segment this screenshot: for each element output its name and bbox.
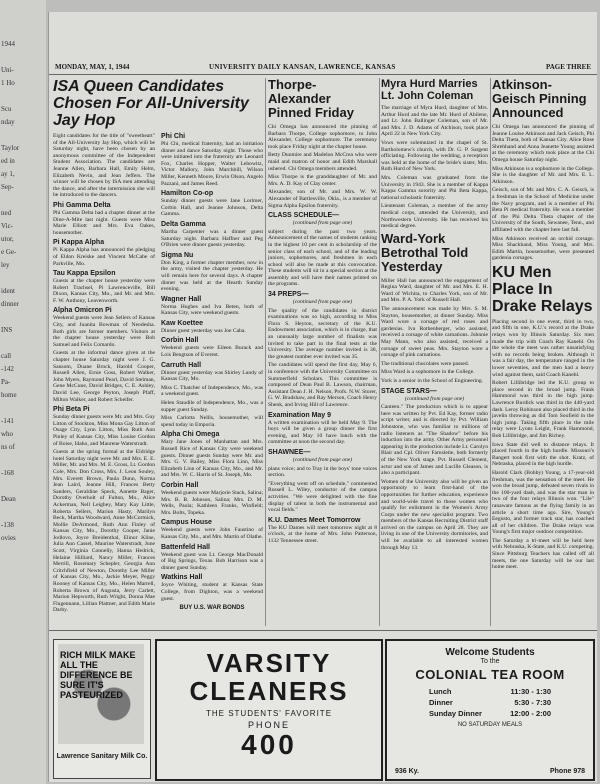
para-corbin-2: Weekend guests were Marjorie Stack, Salina; Mrs. B. B. Johnson, Salina; Mrs. D. M. Wells, Paola; Kathleen Franks, Winfield; Mrs. Bolts, Topeka.: [161, 489, 263, 516]
strip-fragment: dinner: [1, 300, 19, 308]
subhead-alpha-omicron: Alpha Omicron Pi: [53, 307, 112, 315]
para-nellis: Miss Carlotta Nellis, housemother, will spend today in Emporia.: [161, 415, 263, 428]
thorpe-p2: Betty Dunmire and Madelon McCrea who were maid and matron of honor and Edith Marshall ushered. Chi Omega members attended.: [268, 152, 377, 172]
para-tau-kappa: Guests at the chapter house yesterday were Robert Trachsel, Pi Lawrenceville, Bill Dixon, Kansas City, Mo., and Mr. and Mrs. F. W. Anthony, Leavenworth.: [53, 278, 155, 304]
para-informal-dance: Guests at the informal dance given at the chapter house Saturday night were J. G. Sansom, Duane Brock, Harold Cooper, Russell Allen, Ernie Goss, Robert Walker, John Myers, Raymond Pearl, David Stelman, Gene McCune, David Bridges, C. E. Ashley, David Lee, George Peyton, Joseph Pfaff, Milton Walker, and Robert Scheifer.: [53, 350, 155, 403]
subhead-kaw: Kaw Koettee: [161, 319, 204, 327]
tea-phone: Phone 978: [549, 768, 585, 775]
ward-p4: Miss Ward is a sophomore in the College.: [381, 369, 475, 376]
atkinson-p1: Chi Omega has announced the pinning of Jeanne Louise Atkinson and Jack Geisch, Phi Delta Theta, both of Kansas City. Alice Rose Shrehhand and Anna Jeanette Young assisted at the ceremony which took place at the Chi Omega house Saturday night.: [492, 124, 594, 163]
stage-p2: Women of the University also will be given an opportunity to learn first-hand of the opportunities for further education, experience and world-wide travel to those women who qualify for enlistment in the Women's Army Corps under the new specialist program. Two members of the Kansas Recruiting District staff arrived on the campus on April 28. They are living in one of the University dormitories, and will be available to all interested women through May 13.: [381, 478, 488, 551]
meal-name: Dinner: [429, 698, 453, 707]
subhead-sigma-nu: Sigma Nu: [161, 251, 194, 259]
atkinson-p3: Geisch, son of Mr. and Mrs. C. A. Geisch, is a freshman in the School of Medicine under the Navy program, and is a member of Phi Beta Pi medical fraternity. He was a member of the Phi Delta Theta chapter of the University of the South, Sewanee, Tenn., and affiliated with the chapter here last fall.: [492, 187, 594, 233]
meal-name: Lunch: [429, 687, 452, 696]
varsity-tagline: THE STUDENTS' FAVORITE: [205, 709, 333, 718]
preps-p2: The candidates will spend the first day, May 6, in conference with the University Committee on Summerfield Scholars. This committee is composed of Dean Paul B. Lawson, chairman, Assistant Dean J. H. Nelson, Profs. N.W. Storer, G. W. Bradshaw, and Ray Merson, Coach Henry Shenk, and Irving Hill of Lawrence.: [268, 362, 377, 408]
strip-fragment: Uni-: [1, 66, 14, 74]
strip-fragment: Pa-: [1, 378, 11, 386]
meal-row-sunday: [387, 708, 593, 719]
meal-row-dinner: [387, 697, 593, 708]
masthead: [49, 12, 597, 75]
strip-fragment: 1944: [1, 40, 15, 48]
para-alpha-omicron: Weekend guests were Jean Sellers of Kansas City, and Juanita Bowman of Neodesha. Both girls are former members. Visitors at the chapter house yesterday were Bob Samuel and Felix Comardo.: [53, 315, 155, 348]
strip-fragment: call: [1, 352, 12, 360]
subhead-alpha-chi: Alpha Chi Omega: [161, 431, 220, 439]
headline-ward-york: Ward-York Betrothal Told Yesterday: [381, 230, 469, 274]
drake-p3: Iowa State did well to distance relays. It placed fourth in the high hurdle. Missouri's Bangert took first with the shot. Kratz, of Nebraska, placed in the high hurdle.: [492, 441, 594, 468]
strip-fragment: Scu: [1, 105, 12, 113]
shawnee-p1: plans voice; and to Tray in the boys' tone voices section.: [268, 465, 377, 479]
milk-slogan: RICH MILK MAKE ALL THE DIFFERENCE BE SURE IT'S PASTEURIZED: [60, 650, 136, 700]
ad-varsity-cleaners: [155, 639, 383, 781]
ku-dames-body: The KU Dames will meet tomorrow night at 8 o'clock, at the home of Mrs. John Patterson, 1132 Tennessee street.: [268, 524, 377, 544]
varsity-line2: CLEANERS: [189, 676, 349, 706]
para-kaw: Dinner guest yesterday was Joe Caba.: [161, 327, 246, 334]
para-sigma-nu: Don King, a former chapter member, now in the army, visited the chapter yesterday. He will remain here for several days. A chapter dinner was held at the Hearth Sunday evening.: [161, 259, 263, 293]
strip-fragment: -142: [1, 365, 14, 373]
shawnee-head: SHAWNEE—: [268, 448, 311, 456]
thorpe-p4: Alexander, son of Mr. and Mrs. W. W. Alexander of Bartlesville, Okla., is a member of Sigma Alpha Epsilon fraternity.: [268, 189, 377, 209]
ad-lawrence-milk: [53, 639, 151, 779]
column-rule: [379, 78, 380, 626]
strip-fragment: Dean: [1, 495, 16, 503]
subhead-phi-chi: Phi Chi: [161, 133, 186, 140]
meal-time: 11:30 - 1:30: [510, 687, 551, 696]
para-campus-house: Weekend guests were John Faustino of Kansas City, Mo., and Mrs. Martin of Olathe.: [161, 527, 263, 540]
exam-subhead: Examination May 9: [268, 411, 332, 419]
drake-p2: Robert Lillibridge led the K.U. group to place second in the broad jump. Frank Hammond was third in the high jump. Lawrence Burdick was third in the 440-yard dash. Leroy Robinson also placed third in the javelin throwing as did Tom Soofield in the high jump. Taking fifth place in the mile relay were Lyons Leight, Frank Hammond, Bob Lillibridge, and Jim Richey.: [492, 380, 594, 439]
column-isa-queen: [53, 78, 263, 626]
para-alpha-chi: Mary Jane Jones of Manhattan and Mrs. Russell Rice of Kansas City were weekend guests. Dinner guests Sunday were Mr. and Mrs. G. V. Bailey, Miss Flora Linn, Miss Elizabeth Linn of Kansas City, Mo., and Mr. and Mrs. W. C. Harris of St. Joseph, Mo.: [161, 439, 263, 479]
continued-note-1: (continued from page one): [292, 220, 353, 227]
para-corbin: Weekend guests were Eileen Burack and Lois Bengtson of Everest.: [161, 345, 263, 359]
para-pi-kappa: Pi Kappa Alpha has announced the pledging of Eldon Kreiske and Vincent McCabe of Parkville, Mo.: [53, 247, 155, 267]
para-delta-gamma: Martha Carpenter was a dinner guest Saturday night. Barbara Haffner and Peg O'Brien were dinner guests yesterday.: [161, 228, 263, 249]
strip-fragment: Vic-: [1, 222, 14, 230]
strip-fragment: nday: [1, 118, 15, 126]
atkinson-p4: Miss Atkinson received an orchid corsage. Miss Shackhand, Miss Young, and Mrs. Edith Martin, housemother, were presented gardenia corsages.: [492, 235, 594, 262]
para-wagner: Norma Hughes and Iva Beten, both of Kansas City, were weekend guests.: [161, 303, 263, 317]
isa-intro: Eight candidates for the title of "sweetheart" of the All-University Jay Hop, which will be Saturday night, have been chosen by an anonymous committee of the Independent Student Association. The candidates are Jeanne Allen, Barbara Hall, Emily Helm, Elizabeth Nevin, and Jean Jeffers. The winner will be chosen by ISA men attending the dance, and after the intermission she will be introduced to the dancers.: [53, 133, 155, 199]
strip-fragment: ley: [1, 261, 10, 269]
war-bonds-note: BUY U.S. WAR BONDS: [179, 605, 245, 612]
para-thatcher: Miss C. Thatcher of Independence, Mo., was a weekend guest.: [161, 384, 263, 398]
hurd-p1: The marriage of Myra Hurd, daughter of Mrs. Arthur Hurd and the late Mr. Hurd of Abilene, and Lt. John Ballinger Coleman, son of Mr. and Mrs. J. D. Adams of Atchison, took place April 22 in New York City.: [381, 105, 488, 138]
meal-time: 12:00 - 2:00: [510, 709, 551, 718]
strip-fragment: utor,: [1, 235, 14, 243]
subhead-tau-kappa: Tau Kappa Epsilon: [53, 270, 116, 278]
column-thorpe: [268, 78, 377, 626]
ad-colonial-tea-room: [385, 639, 595, 781]
subhead-wagner: Wagner Hall: [161, 295, 202, 303]
milk-company-name: Lawrence Sanitary Milk Co.: [56, 753, 148, 760]
ward-p2: The announcement was made by Mrs. S. M. Stayton, housemother, at dinner Sunday. Miss Ward wore a corsage of red roses and gardenias. Iva Rothenberger, who assisted, received a corsage of white carnations. Johnnie May Mann, who also assisted, received a corsage of sweet peas. Mrs. Stayton wore a corsage of pink carnations.: [381, 306, 488, 359]
strip-fragment: ident: [1, 287, 15, 295]
column-atkinson: [492, 78, 594, 626]
thorpe-p1: Chi Omega has announced the pinning of Barbara Thorpe, College sophomore, to John Alexander, College sophomore. The ceremony took place Friday night at the chapter house.: [268, 124, 377, 150]
strip-fragment: 1 Ho: [1, 79, 15, 87]
strip-fragment: ed in: [1, 157, 15, 165]
ward-p1: Miller Hall has announced the engagement of Regina Ward, daughter of Mr. and Mrs. E. H. Ward of Wichita, to Charles York, son of Mr. and Mrs. P. A. York of Russell Hall.: [381, 277, 488, 304]
varsity-line1: VARSITY: [206, 648, 332, 678]
paper-name: UNIVERSITY DAILY KANSAN, LAWRENCE, KANSAS: [209, 63, 396, 71]
column-rule: [490, 78, 491, 626]
stage-p1: Canteen." The production which is to appear here was written by Pvt. Ed Kay, former radio script writer, and is directed by Pvt. William Johnstone, who was familiar to millions of radio listeners as "The Shadow" before his induction into the army. Other Army personnel appearing in the production include Lt. Carolyn Blair and Cpl. Oliver Farnsleite, both formerly of the New York stage. Pvt. Russell Clement, actor and son of James and Lucille Gleason, is also a participant.: [381, 404, 488, 477]
strip-fragment: INS: [1, 326, 13, 334]
strip-fragment: ns of: [1, 443, 15, 451]
meal-time: 5:30 - 7:30: [514, 698, 551, 707]
para-carruth: Dinner guest yesterday was Shirley Lundy of Kansas City, Mo.: [161, 369, 263, 383]
ward-p5: York is a senior in the School of Engineering.: [381, 378, 484, 384]
strip-fragment: -168: [1, 469, 14, 477]
strip-fragment: Sep-: [1, 183, 14, 191]
para-battenfeld: Weekend guest was Lt. George MacDonald of Big Springs, Texas. Bob Harrison was a dinner guest Sunday.: [161, 551, 263, 571]
strip-fragment: ovies: [1, 534, 16, 542]
para-phi-beta: Sunday dinner guests were Mr. and Mrs. Guy Litton of Stockton, Miss Mona Gay Litton of Osage City, Lynn Litton, Miss Ruth Ann Pinley of Kansas City, Miss Louise Gordon of Boise, Idaho, and Maurene Waterstradt.: [53, 414, 155, 447]
subhead-corbin-2: Corbin Hall: [161, 481, 199, 489]
tea-address: 936 Ky.: [395, 768, 419, 775]
varsity-phone-label: PHONE: [247, 720, 290, 730]
tea-note: NO SATURDAY MEALS: [457, 722, 523, 728]
adjacent-page-strip: [0, 0, 46, 784]
subhead-campus-house: Campus House: [161, 519, 212, 527]
page-number: PAGE THREE: [545, 63, 591, 71]
tea-room-name: COLONIAL TEA ROOM: [415, 667, 565, 682]
exam-body: A written examination will be held May 9. The boys will be given a group dinner the first evening, and May 10 have lunch with the committee at noon the second day.: [268, 419, 377, 446]
meal-row-lunch: [387, 686, 593, 697]
isa-article-body: [53, 133, 263, 614]
column-rule: [265, 78, 266, 626]
para-staudile: Helen Staudile of Independence, Mo., was a supper guest Sunday.: [161, 400, 263, 413]
thorpe-p3: Miss Thorpe is the granddaughter of Mr. and Mrs. A. D. Kay of Clay center.: [268, 174, 377, 187]
strip-fragment: ay 1,: [1, 170, 15, 178]
strip-fragment: e Ge-: [1, 248, 17, 256]
hurd-p3: Mrs. Coleman was graduated from the University in 1943. She is a member of Kappa Kappa Gamma sorority and Phi Beta Kappa, national scholastic fraternity.: [381, 174, 488, 201]
strip-fragment: Taylor: [1, 144, 20, 152]
subhead-phi-gamma: Phi Gamma Delta: [53, 201, 111, 209]
para-hamilton: Sunday dinner guests were Jane Lorimer, Corbin Hall, and Jeanne Johnson, Delta Gamma.: [161, 198, 263, 218]
continued-note-3: (continued from page one): [292, 456, 353, 463]
atkinson-p2: Miss Atkinson is a sophomore in the College. She is the daughter of Mr. and Mrs. E. L. Atkinson.: [492, 165, 594, 185]
drake-p1: Placing second in one event, third in two, and fifth in one, K.U.'s record at the Drake relays won by Illinois Saturday. Six men made the trip with Coach Ray Kanehl. On the whole the meet was rather unsatisfying with no records being broken. Although it was a fair day, the temperature ranged in the lower seventies, and the men had a heavy wind against them, said Coach Kanehl.: [492, 318, 594, 378]
subhead-battenfeld: Battenfeld Hall: [161, 543, 211, 551]
advertisements: [49, 630, 597, 782]
strip-fragment: ned: [1, 209, 12, 217]
ward-p3: The traditional chocolates were passed.: [381, 360, 470, 367]
drake-p5: The Saturday a tri-meet will be held here with Nebraska, K-State, and K.U. competing. Since Pittsburg Teachers has called off all meets, the one Saturday will be our last home meet.: [492, 537, 594, 571]
continued-note-4: (continued from page one): [404, 395, 465, 402]
subhead-hamilton: Hamilton Co-op: [161, 190, 214, 198]
column-hurd: [381, 78, 488, 626]
subhead-watkins: Watkins Hall: [161, 574, 203, 582]
headline-isa-queen: ISA Queen Candidates Chosen For All-University Jay Hop: [53, 78, 249, 129]
para-spring-formal: Guests at the spring formal at the Eldridge hotel Saturday night were Mr. and Mrs. E. E. Miller, Mr. and Mrs. M. E. Gross, Lt. Gordon Cole, Mrs. Don Cross, Mrs. J. Leon Souley, Mrs. Everett Brown, Paula Dunn, Norma Jean Laird, Jeanne Hill, Frances Betty Sanders, Geraldine Speck, Annette Bager, Dorothy Overholt of Fulton, Mo., Alice Ackerman, Nell Leighey, Mary Kay Little, Roberta Sellers, Marion Hasty, Marilyn Beck, Martha Woodward, Anne McCormick, Mollie DeArmond, Ruth Ann Finley of Kansas City, Mo., Dorothy Cooper, Janie Jodlovo, Joyce Breidenthal, Elinor Kline, Julia Ann Cassel, Maurine Waterstradt, June Scott, Virginia Connelly, Hanna Hedrick, Helaine Hilliard, Nancy Miller, Frances Merrill, Rosemary Schepler, Georgia Ann Critchfield of Newton, Dorothy Lee Miller of Kansas City, Mo., Jackie Meyer, Peggy Rooney of Kansas City, Mo., Helen Marrell, Roberta Brown of Augusta, Jerry Carlett, Marion Hepworth, Ruth Wright, Donna Mae Flugennann, Lillian Plattner, and Edith Marie Darby.: [53, 449, 155, 614]
headline-thorpe: Thorpe-Alexander Pinned Friday: [268, 78, 354, 120]
varsity-phone-number: 400: [241, 729, 297, 760]
para-phi-chi: Phi Chi, medical fraternity, had an initiation dinner and dance Saturday night. Those who were initiated into the fraternity are Leonard Fox, Charles Hopper, Walter Lebowitz, Victor Mallory, John Marchbill, Wilson Miller, Kenneth Moore, Erwin Olson, Angelo Pazzani, and James Reed.: [161, 141, 263, 187]
strip-fragment: who: [1, 430, 14, 438]
newspaper-page: [48, 12, 597, 782]
hurd-p4: Lieutenant Coleman, a member of the army medical corps, attended the University, and Northwestern University. He has received his medical degree.: [381, 203, 488, 230]
strip-fragment: -138: [1, 521, 14, 529]
shawnee-p2: "Everything went off on schedule," commented Russell L. Wiley, conductor of the campus activities. "We were delighted with the fine display of talent in both the instrumental and vocal fields.": [268, 480, 377, 514]
class-schedule-body: subject during the past two years. Announcement of the names of students ranking in the highest 10 per cent in scholarship of the senior class of each school, and of the leading juniors, sophomores, and freshmen in each school will also be made at this convocation. These students will sit in a special section at the assembly and will have their names printed on the programs.: [268, 228, 377, 288]
headline-drake-relays: KU Men Place In Drake Relays: [492, 263, 593, 315]
stage-stars-head: STAGE STARS—: [381, 387, 437, 395]
headline-hurd: Myra Hurd Marries Lt. John Coleman: [381, 78, 478, 102]
tea-to: To the: [480, 658, 500, 665]
subhead-pi-kappa: Pi Kappa Alpha: [53, 239, 105, 247]
tea-footer: [395, 768, 585, 775]
preps-head: 34 PREPS—: [268, 291, 309, 299]
headline-atkinson: Atkinson-Geisch Pinning Announced: [492, 78, 587, 120]
subhead-delta-gamma: Delta Gamma: [161, 220, 206, 228]
drake-p4: Harold Clark (Bobby) Young, a 17-year-old freshman, was the sensation of the meet. He won the broad jump, defeated seven rivals in the 100-yard dash, and was the star man in two of the four relays Illinois won. "Lile" ranaware famous as the flying family in an article a short time ago. Sire, Young's Eegusto, and former track star, has coached all of her children. The Drake relays was Young's first major outdoor competition.: [492, 469, 594, 536]
meal-name: Sunday Dinner: [429, 709, 482, 718]
continued-note-2: (continued from page one): [292, 299, 353, 306]
subhead-corbin: Corbin Hall: [161, 337, 199, 345]
para-watkins: Joyce Whiting, student at Kansas State College, from Dighton, was a weekend guest.: [161, 582, 263, 602]
subhead-phi-beta: Phi Beta Pi: [53, 406, 90, 414]
preps-p1: The quality of the candidates in district examinations was so high, according to Miss Flora S. Heyton, secretary of the K.U. Endowment association, which is in charge, that an unusually large number of finalists was invited to take part in the final tests at the University. The average number invited is 30, the greatest number ever invited was 35.: [268, 307, 377, 360]
subhead-carruth: Carruth Hall: [161, 361, 202, 369]
strip-fragment: home: [1, 391, 17, 399]
issue-date: MONDAY, MAY, 1, 1944: [55, 63, 130, 71]
hurd-p2: Vows were solemnized in the chapel of St. Bartholomew's church, with Dr. G. P. Sargent officiating. Following the wedding, a reception was held at the home of the bride's sister, Mrs. Ruth Hurd of New York.: [381, 139, 488, 173]
class-schedule-head: CLASS SCHEDULE—: [268, 212, 340, 220]
para-phi-gamma: Phi Gamma Delta had a chapter dinner at the Dine-A-Mite last night. Guests were Miss Marie Elliott and Mrs. Eva Oakes, housemother.: [53, 209, 155, 236]
strip-fragment: -141: [1, 417, 14, 425]
ku-dames-head: K.U. Dames Meet Tomorrow: [268, 516, 361, 524]
tea-welcome: Welcome Students: [445, 647, 535, 658]
